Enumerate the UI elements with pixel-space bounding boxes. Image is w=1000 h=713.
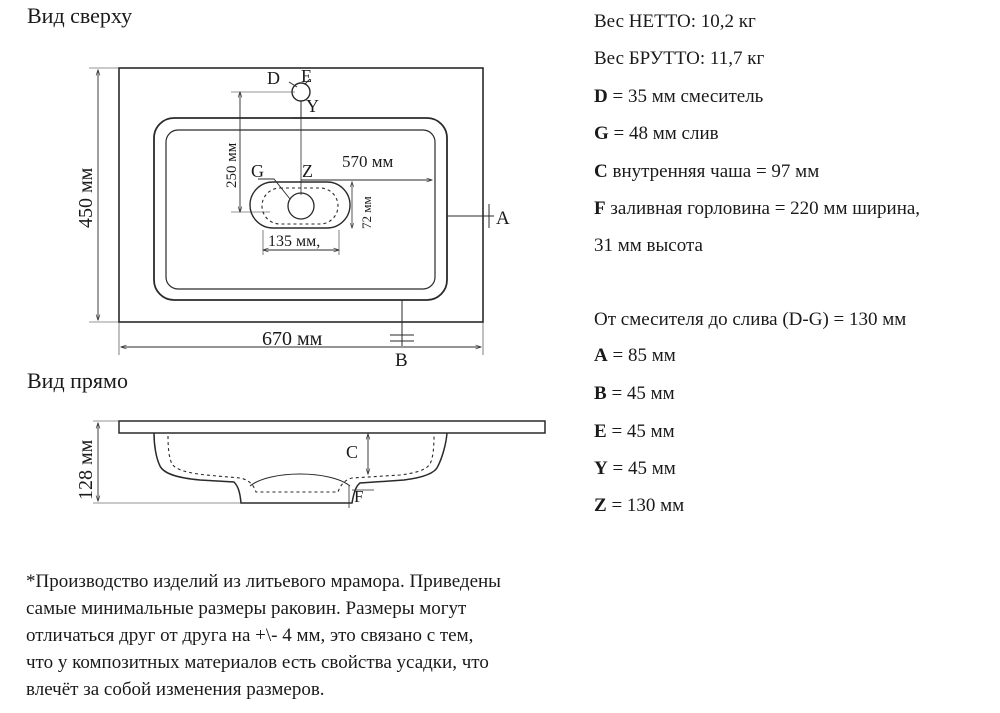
spec-d-text: = 35 мм смеситель [607,86,764,107]
spec-b-key: B [594,383,607,404]
spec-f-text: заливная горловина = 220 мм ширина, [605,198,921,219]
label-C: C [346,442,359,462]
spec-g-text: = 48 мм слив [608,123,719,144]
spec-g [594,124,719,144]
height-label: 128 мм [75,439,97,500]
spec-z [594,496,684,516]
footnote-line: самые минимальные размеры раковин. Размеры могут [26,598,467,619]
drain-width-label: 135 мм, [268,233,321,250]
b-marker [390,300,414,346]
label-Z: Z [302,161,313,181]
spec-a-text: = 85 мм [607,345,676,366]
spec-y [594,459,676,479]
footnote-line: что у композитных материалов есть свойства усадки, что [26,652,489,673]
label-A: A [496,208,510,229]
drain-depth-label: 72 мм [359,196,374,229]
spec-c-key: C [594,161,608,182]
width-label: 670 мм [262,328,323,350]
spec-weight-gross: Вес БРУТТО: 11,7 кг [594,48,765,69]
footnote [26,568,626,703]
spec-y-text: = 45 мм [607,458,676,479]
spec-f-height: 31 мм высота [594,235,703,256]
spec-d-key: D [594,86,608,107]
bowl-width-label: 570 мм [342,152,394,171]
front-view-title: Вид прямо [27,368,128,393]
spec-e [594,422,675,442]
spec-weight-net: Вес НЕТТО: 10,2 кг [594,11,756,32]
label-Y: Y [306,96,319,116]
spec-d [594,87,763,107]
spec-y-key: Y [594,458,608,479]
bowl-depth-label: 250 мм [224,142,240,188]
spec-c [594,162,819,182]
spec-b [594,384,675,404]
depth-label: 450 мм [75,167,97,228]
spec-c-text: внутренняя чаша = 97 мм [607,161,820,182]
spec-z-key: Z [594,495,607,516]
spec-e-text: = 45 мм [606,421,675,442]
spec-dg: От смесителя до слива (D-G) = 130 мм [594,309,907,330]
spec-e-key: E [594,421,607,442]
front-view-outline [119,421,545,503]
label-E: E [301,66,312,86]
spec-g-key: G [594,123,609,144]
spec-a-key: A [594,345,608,366]
footnote-line: влечёт за собой изменения размеров. [26,679,325,700]
footnote-line: отличаться друг от друга на +\- 4 мм, это связано с тем, [26,625,474,646]
spec-a [594,346,676,366]
label-G: G [251,161,264,181]
a-marker [447,204,494,228]
label-D: D [267,68,280,88]
drain-outline [250,179,350,228]
label-B: B [395,350,408,371]
footnote-line: *Производство изделий из литьевого мрамора. Приведены [26,571,501,592]
top-view-title: Вид сверху [27,3,133,28]
spec-f [594,199,920,219]
label-F: F [354,487,364,506]
bowl-depth-dimension [231,92,295,212]
spec-z-text: = 130 мм [606,495,685,516]
spec-f-key: F [594,198,606,219]
spec-b-text: = 45 мм [606,383,675,404]
